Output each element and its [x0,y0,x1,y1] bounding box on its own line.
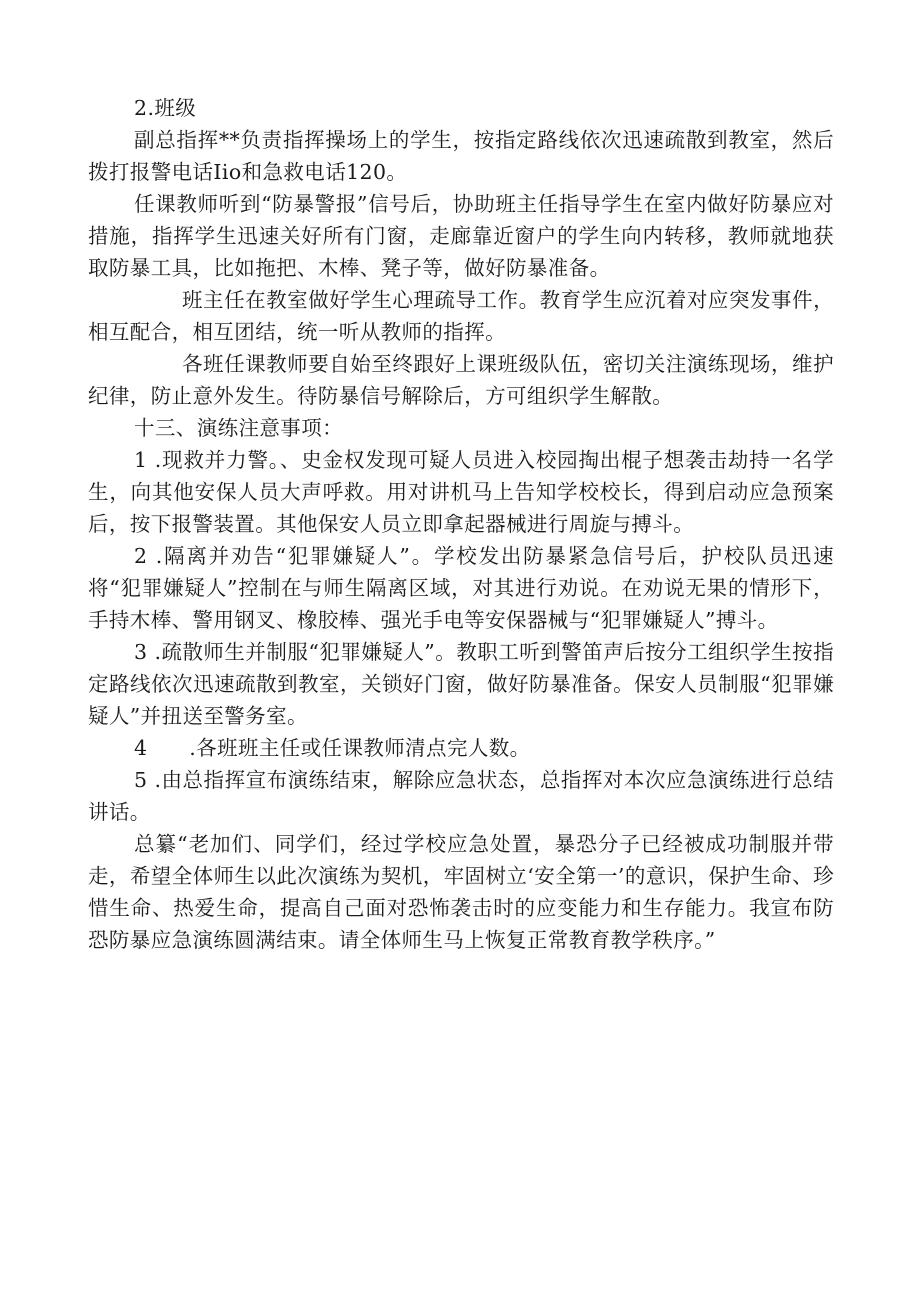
class-heading: 2.班级 [134,96,197,120]
deputy-commander-paragraph: 副总指挥**负责指挥操场上的学生，按指定路线依次迅速疏散到教室，然后拨打报警电话Iio和急救电话120。 [88,128,834,184]
drill-item-1: 1 .现救并力警。、史金权发现可疑人员进入校园掏出棍子想袭击劫持一名学生，向其他安保人员大声呼救。用对讲机马上告知学校校长，得到启动应急预案后，按下报警装置。其他保安人员立即拿起器械进行周旋与搏斗。 [88,448,834,536]
drill-item-3: 3 .疏散师生并制服“犯罪嫌疑人”。教职工听到警笛声后按分工组织学生按指定路线依次迅速疏散到教室，关锁好门窗，做好防暴准备。保安人员制服“犯罪嫌疑人”并扭送至警务室。 [88,640,834,728]
drill-item-5: 5 .由总指挥宣布演练结束，解除应急状态，总指挥对本次应急演练进行总结讲话。 [88,768,834,824]
document-page [88,92,834,956]
teacher-signal-paragraph: 任课教师听到“防暴警报”信号后，协助班主任指导学生在室内做好防暴应对措施，指挥学生迅速关好所有门窗，走廊靠近窗户的学生向内转移，教师就地获取防暴工具，比如拖把、木棒、凳子等，做好防暴准备。 [88,192,834,280]
section-13-heading: 十三、演练注意事项： [134,416,343,440]
drill-item-2: 2 .隔离并劝告“犯罪嫌疑人”。学校发出防暴紧急信号后，护校队员迅速将“犯罪嫌疑人”控制在与师生隔离区域，对其进行劝说。在劝说无果的情形下，手持木棒、警用钢叉、橡胶棒、强光手电等安保器械与“犯罪嫌疑人”搏斗。 [88,544,834,632]
follow-class-paragraph: 各班任课教师要自始至终跟好上课班级队伍，密切关注演练现场，维护纪律，防止意外发生。待防暴信号解除后，方可组织学生解散。 [88,352,834,408]
summary-speech-paragraph: 总纂“老加们、同学们，经过学校应急处置，暴恐分子已经被成功制服并带走，希望全体师生以此次演练为契机，牢固树立‘安全第一’的意识，保护生命、珍惜生命、热爱生命，提高自己面对恐怖袭击时的应变能力和生存能力。我宣布防恐防暴应急演练圆满结束。请全体师生马上恢复正常教育教学秩序。” [88,832,834,952]
head-teacher-paragraph: 班主任在教室做好学生心理疏导工作。教育学生应沉着对应突发事件，相互配合，相互团结，统一听从教师的指挥。 [88,288,834,344]
drill-item-4: 4 .各班班主任或任课教师清点完人数。 [134,736,531,760]
